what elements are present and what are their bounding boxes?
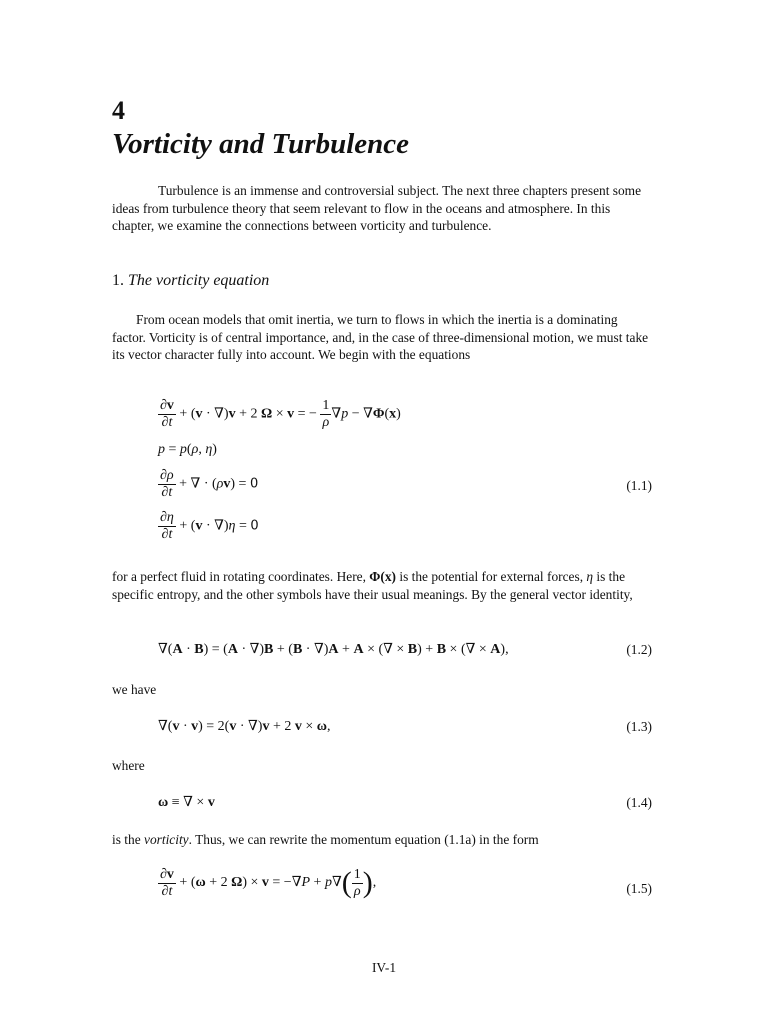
where-line <box>112 757 652 775</box>
equation-continuity: $\frac{\partial\rho}{\partial t}$ + ∇ · (ρv) = 0 <box>160 468 259 500</box>
page-footer: IV-1 <box>371 960 397 975</box>
paragraph-2 <box>112 568 652 603</box>
chapter-title: Vorticity and Turbulence <box>112 128 409 160</box>
intro-text: Turbulence is an immense and controversial subject. The next three chapters present some ideas from turbulence theory that seem relevant to flow in the oceans and atmosphere. In this chapter, we examine the connections between vorticity and turbulence. <box>112 183 642 234</box>
intro-paragraph <box>112 182 652 235</box>
paragraph-3 <box>112 831 652 849</box>
we-have-line <box>112 681 652 699</box>
equation-label-1-5: (1.5) <box>626 881 652 896</box>
chapter-number: 4 <box>112 96 125 125</box>
equation-vorticity-def: ω ≡ ∇ × v <box>158 795 215 810</box>
equation-state: p = p(ρ, η) <box>158 442 217 457</box>
paragraph-1-text: From ocean models that omit inertia, we turn to flows in which the inertia is a dominating factor. Vorticity is of central importance, and, in the case of three-dimensional motion, we must take its vector character fully into account. We begin with the equations <box>112 312 649 363</box>
equation-momentum-vorticity-form: $\frac{\partial v}{\partial t}$ + (ω + 2 Ω) × v = −∇P + p∇( $\frac{1}{\rho}$ ), <box>160 866 377 899</box>
equation-gradient-kinetic: ∇(v · v) = 2(v · ∇)v + 2 v × ω, <box>158 719 331 734</box>
section-number: 1. <box>112 272 124 289</box>
we-have-text: we have <box>112 682 157 697</box>
equation-label-1-3: (1.3) <box>626 719 652 734</box>
equation-label-1-1: (1.1) <box>626 478 652 493</box>
equation-entropy: $\frac{\partial\eta}{\partial t}$ + (v · ∇)η = 0 <box>160 510 259 542</box>
section-title: The vorticity equation <box>128 272 270 289</box>
equation-label-1-2: (1.2) <box>626 642 652 657</box>
paragraph-3-text: is the vorticity. Thus, we can rewrite the momentum equation (1.1a) in the form <box>112 832 539 847</box>
equation-label-1-4: (1.4) <box>626 795 652 810</box>
section-heading <box>112 272 269 290</box>
paragraph-1 <box>112 311 652 364</box>
equation-momentum: $\frac{\partial v}{\partial t}$ + (v · ∇)v + 2 Ω × v = − $\frac{1}{\rho}$ ∇p − ∇Φ(x) <box>160 398 401 430</box>
equation-vector-identity: ∇(A · B) = (A · ∇)B + (B · ∇)A + A × (∇ × B) + B × (∇ × A), <box>158 642 509 657</box>
paragraph-2-text: for a perfect fluid in rotating coordinates. Here, Φ(x) is the potential for external forces, η is the specific entropy, and the other symbols have their usual meanings. By the general vector identity, <box>112 569 633 602</box>
where-text: where <box>112 758 145 773</box>
